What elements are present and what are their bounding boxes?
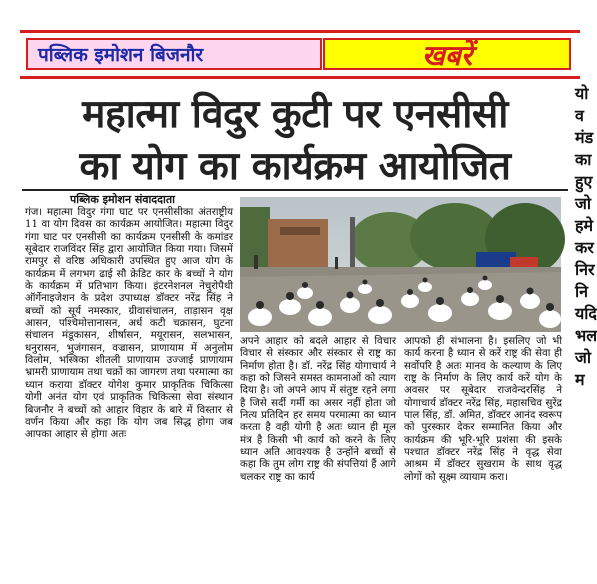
masthead-left-label: पब्लिक इमोशन बिजनौर — [38, 44, 204, 66]
headline-rule — [22, 189, 568, 191]
adjacent-article-fragment — [575, 82, 597, 582]
masthead-left-panel — [26, 38, 322, 70]
masthead-right-panel — [323, 38, 571, 70]
headline-line-2: का योग का कार्यक्रम आयोजित — [79, 144, 511, 189]
masthead-right-label: खबरें — [421, 39, 473, 72]
yoga-photo — [240, 197, 561, 332]
adjacent-article-text: यो व मंड का हुए जो हमे कर निर नि यदि भल जो म — [575, 84, 597, 389]
article-column-2-text: अपने आहार को बदले आहार से विचार विचार से संस्कार और संस्कार से राष्ट्र का निर्माण होता है। डॉ. नरेंद्र सिंह योगाचार्य ने कहा को जिसने समस्त कामनाओं को त्याग दिया है। जो अपने आप में संतुष्ट रहने लगा है जिसे सर्दी गर्मी का असर नहीं होता जो नित्य प्रतिदिन हर समय परमात्मा का ध्यान करता है वही योगी है अतः ध्यान ही मूल मंत्र है किसी भी कार्य को करने के लिए ध्यान अति आवश्यक है उन्होंने बच्चों से कहा कि तुम लोग राष्ट्र की संपत्तियां हैं आगे चलकर राष्ट्र का कार्य — [240, 336, 396, 483]
article-column-1 — [25, 207, 233, 569]
top-red-rule — [20, 30, 580, 33]
article-column-3-text: आपको ही संभालना है। इसलिए जो भी कार्य करना है ध्यान से करें राष्ट्र की सेवा ही सर्वोपरि है अतः मानव के कल्याण के लिए राष्ट्र के निर्माण के लिए कार्य करें योग के अवसर पर सूबेदार राजवेन्दरसिंह ने योगाचार्य डॉक्टर नरेंद्र सिंह, महासचिव सुरेंद्र पाल सिंह, डॉ. अमित, डॉक्टर आनंद स्वरूप को पुरस्कार देकर सम्मानित किया और कार्यक्रम की भूरि-भूरि प्रशंसा की इसके पश्चात डॉक्टर नरेंद्र सिंह ने वृद्ध सेवा आश्रम में डॉक्टर सुखराम के साथ वृद्ध लोगों को सूक्ष्म व्यायाम करा। — [404, 336, 562, 483]
yoga-photo-icon — [240, 197, 561, 332]
article-column-1-text: गंज। महात्मा विदुर गंगा घाट पर एनसीसीका अंतराष्ट्रीय 11 वा योग दिवस का कार्यक्रम आयोजित। महात्मा विदुर गंगा घाट पर एनसीसी का कार्यक्रम एनसीसी के कमांडर सूबेदार राजविंदर सिंह द्वारा आयोजित किया गया। जिसमें रामपुर से वरिष्ठ अधिकारी उपस्थित हुए आज योग के कार्यक्रम में लगभग ढाई सौ क्रेडिट कार के बच्चों ने योग के कार्यक्रम में प्रतिभाग किया। इंटरनेशनल नेचुरोपैथी ऑर्गेनाइजेशन के प्रदेश उपाध्यक्ष डॉक्टर नरेंद्र सिंह ने बच्चों को सूर्य नमस्कार, ग्रीवासंचालन, ताड़ासन वृक्ष आसन, पश्चिमोत्तानासन, अर्ध कटी चक्रासन, घुटना संचालन मंडूकासन, शीर्षासन, मयूरासन, सलभासन, धनुरासन, भुजंगासन, वज्रासन, प्राणायाम में अनुलोम विलोम, भस्त्रिका शीतली प्राणायाम उज्जाई प्राणायाम भ्रामरी प्राणायाम तथा चक्रों का जागरण तथा परमात्मा का ध्यान कराया डॉक्टर योगेश कुमार प्राकृतिक चिकित्सा योगी अनंत योग एवं प्राकृतिक चिकित्सा सेवा संस्थान बिजनौर ने बच्चों को आहार विहार के बारे में विस्तार से वर्णन किया और कहा कि योग जब सिद्ध होगा जब आपका आहार से होगा अतः — [25, 207, 233, 441]
byline: पब्लिक इमोशन संवाददाता — [70, 193, 175, 206]
bottom-red-rule — [20, 76, 580, 79]
article-column-2 — [240, 336, 396, 569]
article-column-3 — [404, 336, 562, 569]
headline-line-1: महात्मा विदुर कुटी पर एनसीसी — [82, 92, 508, 137]
